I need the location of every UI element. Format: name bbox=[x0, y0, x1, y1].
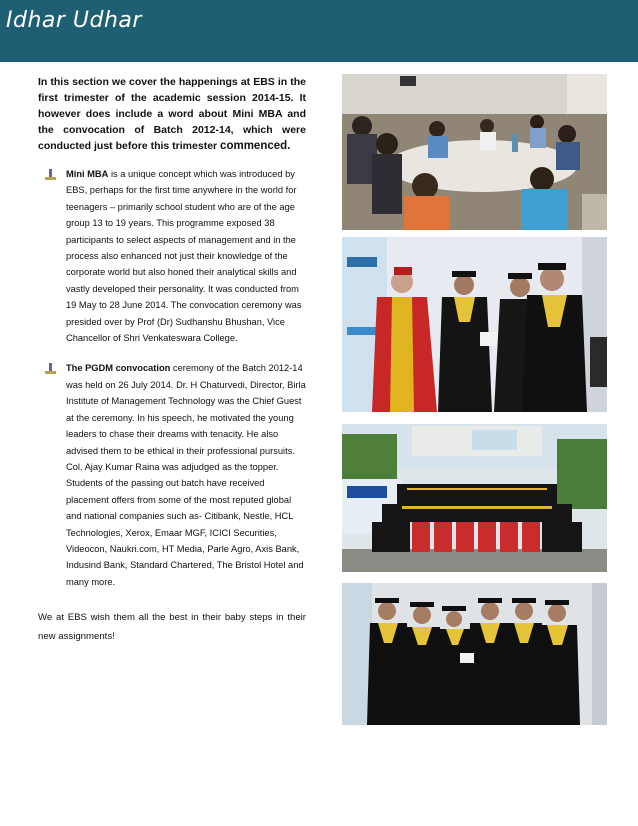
bullet-mini-mba bbox=[38, 166, 306, 346]
photo-mini-mba-convocation bbox=[342, 237, 607, 412]
closing-paragraph: We at EBS wish them all the best in their baby steps in their new assignments! bbox=[38, 612, 306, 643]
intro-paragraph bbox=[38, 74, 306, 154]
bullet-body: is a unique concept which was introduced by EBS, perhaps for the first time anywhere in the world for teenagers – primarily school student who are of the age group 13 to 19 years. This programme exposed 38 participants to select aspects of management and in the process also enhanced not just their knowledge of the corporate world but also honed their analytical skills and vastly developed their personality. It was conducted from 19 May to 28 June 2014. The convocation ceremony was presided over by Prof (Dr) Sudhanshu Bhushan, Vice Chancellor of Shri Venkateswara College. bbox=[66, 169, 302, 344]
bullet-marker-icon bbox=[45, 169, 56, 180]
bullet-marker-icon bbox=[45, 363, 56, 374]
banner-title: Idhar Udhar bbox=[6, 8, 142, 33]
bullet-body: ceremony of the Batch 2012-14 was held on 26 July 2014. Dr. H Chaturvedi, Director, Birla Institute of Management Technology was the Chief Guest at the ceremony. In his speech, he motivated the young leaders to chase their dreams with tenacity. He also advised them to be ethical in their professional pursuits. Col. Ajay Kumar Raina was adjudged as the topper. Students of the passing out batch have received placement offers from some of the most reputed global and national companies such as- Citibank, Nestle, HCL Technologies, Xerox, Emaar MGF, ICICI Securities, Videocon, Naukri.com, HT Media, Parle Agro, Axis Bank, Indusind Bank, Standard Chartered, The Bristol Hotel and many more. bbox=[66, 363, 306, 587]
photo-pgdm-graduates bbox=[342, 583, 607, 725]
photo-mini-mba-classroom bbox=[342, 74, 607, 230]
intro-text: In this section we cover the happenings at EBS in the first trimester of the academic session 2014-15. It however does include a word about Mini MBA and the convocation of Batch 2012-14, which were conducted just before this trimester bbox=[38, 76, 306, 152]
photo-pgdm-group bbox=[342, 424, 607, 572]
page-banner bbox=[0, 0, 638, 62]
article-column bbox=[38, 74, 306, 646]
bullet-heading: The PGDM convocation bbox=[66, 363, 171, 374]
bullet-heading: Mini MBA bbox=[66, 169, 109, 179]
bullet-pgdm-convocation bbox=[38, 360, 306, 590]
intro-last-word: commenced. bbox=[220, 140, 291, 152]
